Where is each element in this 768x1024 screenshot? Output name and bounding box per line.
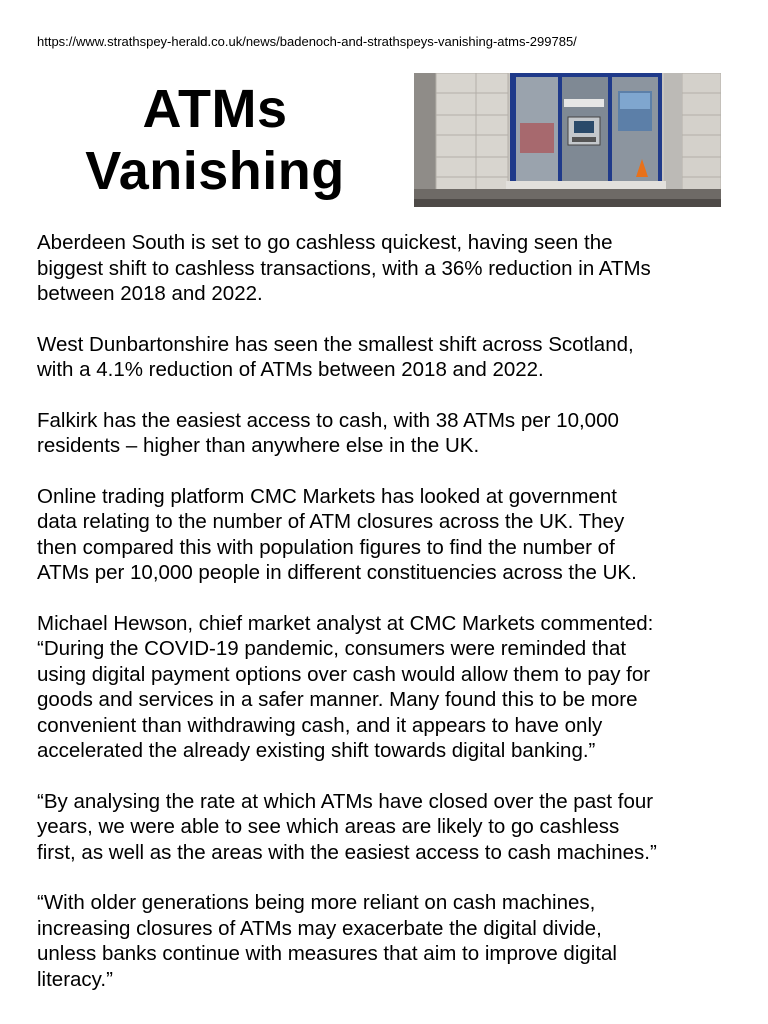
headline-line-1: ATMs: [142, 79, 288, 139]
source-url[interactable]: https://www.strathspey-herald.co.uk/news/badenoch-and-strathspeys-vanishing-atms-299785/: [37, 34, 577, 49]
paragraph-hewson-quote-3: “With older generations being more reliant on cash machines, increasing closures of ATMs may exacerbate the digital divide, unless banks continue with measures that aim to improve digital literacy.”: [37, 891, 617, 991]
paragraph-aberdeen-south: Aberdeen South is set to go cashless quickest, having seen the biggest shift to cashless transactions, with a 36% reduction in ATMs between 2018 and 2022.: [37, 231, 651, 305]
paragraph-falkirk: Falkirk has the easiest access to cash, with 38 ATMs per 10,000 residents – higher than anywhere else in the UK.: [37, 408, 619, 457]
paragraph-west-dunbartonshire: West Dunbartonshire has seen the smallest shift across Scotland, with a 4.1% reduction of ATMs between 2018 and 2022.: [37, 332, 634, 381]
page-title: [60, 78, 370, 202]
atm-photo-illustration: [414, 73, 721, 207]
paragraph-hewson-quote-2: “By analysing the rate at which ATMs have closed over the past four years, we were able to see which areas are likely to go cashless first, as well as the areas with the easiest access to cash machines.”: [37, 789, 657, 864]
headline-line-2: Vanishing: [85, 141, 345, 201]
paragraph-cmc-markets-data: Online trading platform CMC Markets has looked at government data relating to the number of ATM closures across the UK. They then compared this with population figures to find the number of ATMs per 10,000 people in different constituencies across the UK.: [37, 484, 637, 584]
atm-storefront-photo-icon: [414, 73, 721, 207]
article-body: [37, 230, 749, 1017]
paragraph-hewson-quote-1: Michael Hewson, chief market analyst at CMC Markets commented: “During the COVID-19 pandemic, consumers were reminded that using digital payment options over cash would allow them to pay for goods and services in a safer manner. Many found this to be more convenient than withdrawing cash, and it appears to have only accelerated the already existing shift towards digital banking.”: [37, 611, 654, 762]
